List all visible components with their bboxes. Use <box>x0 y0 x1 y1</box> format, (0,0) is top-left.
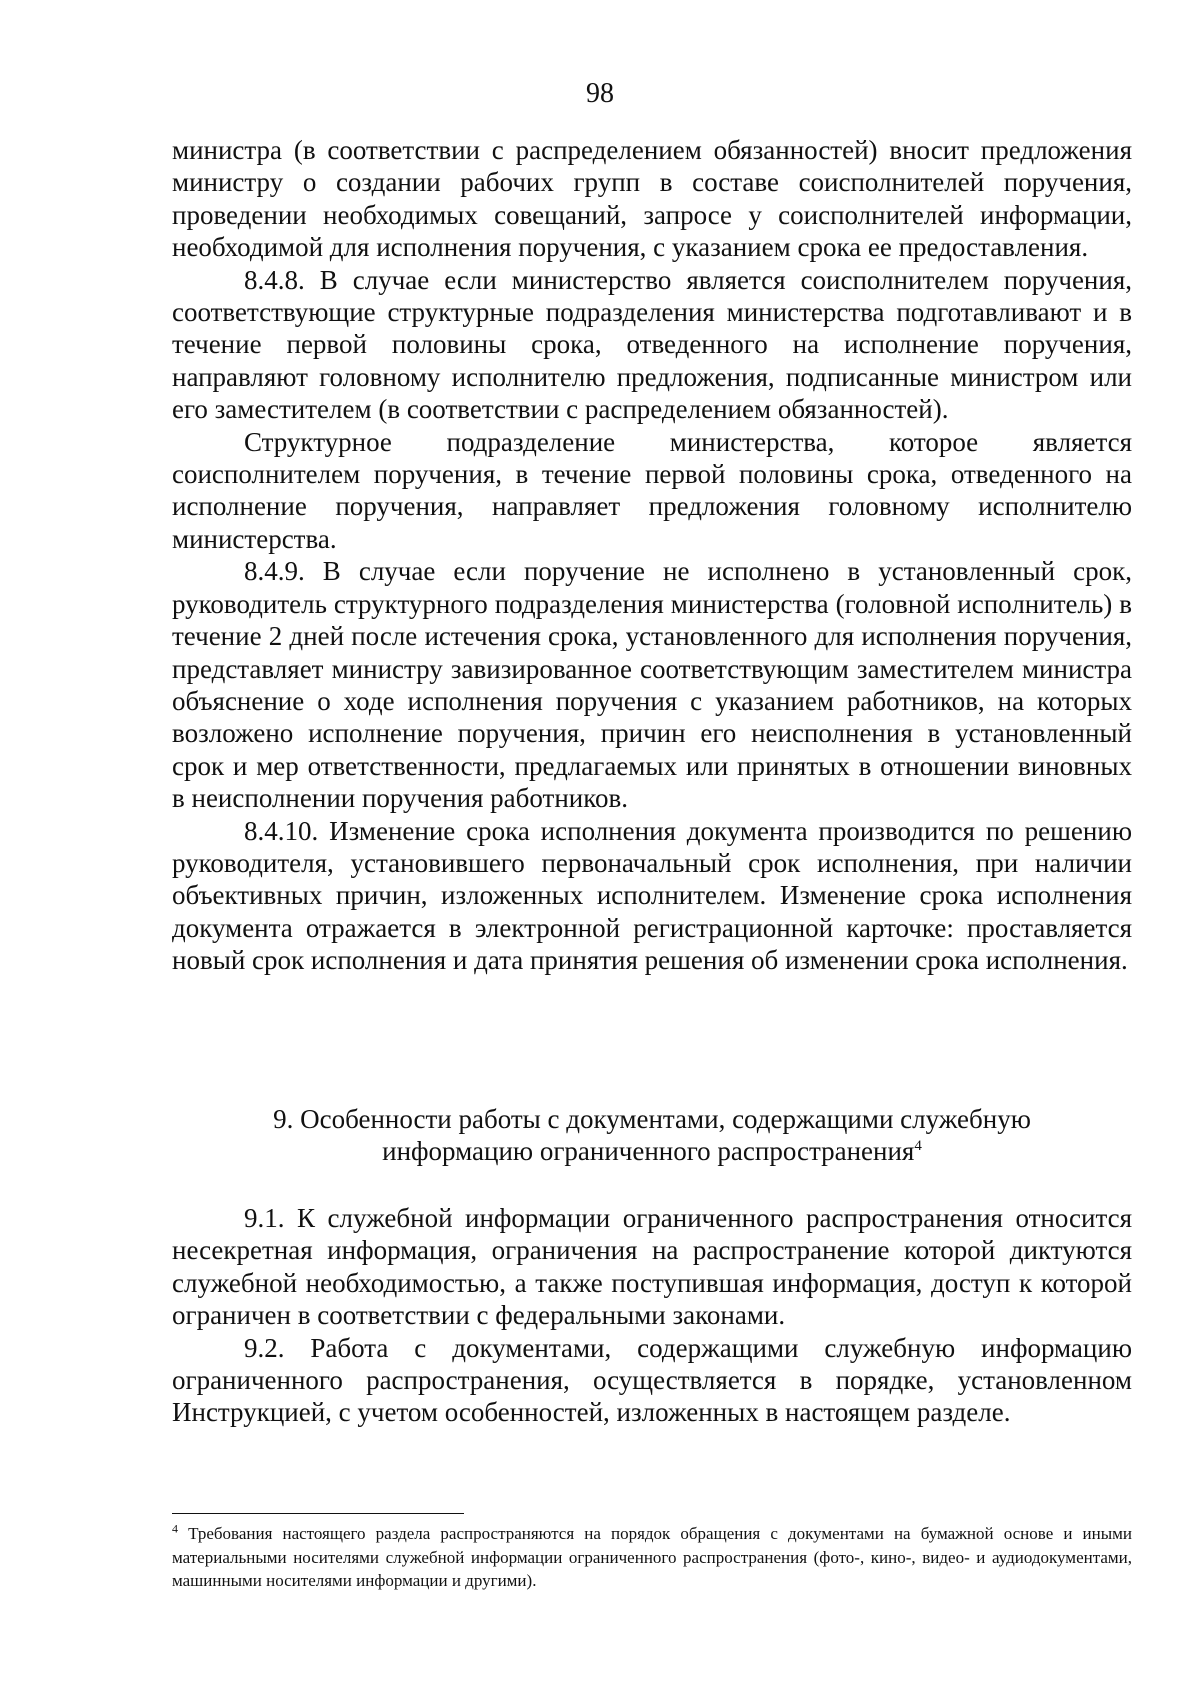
footnote-reference[interactable]: 4 <box>914 1138 922 1155</box>
footnote-divider <box>172 1513 464 1514</box>
paragraph-9-1: 9.1. К служебной информации ограниченного распространения относится несекретная информация, ограничения на распространение которой диктуются служебной необходимостью, а также поступившая информация, доступ к которой ограничен в соответствии с федеральными законами. <box>172 1203 1132 1331</box>
section-heading-line-2 <box>172 1135 1132 1167</box>
paragraph-9-2: 9.2. Работа с документами, содержащими служебную информацию ограниченного распространения, осуществляется в порядке, установленном Инструкцией, с учетом особенностей, изложенных в настоящем разделе. <box>172 1332 1132 1428</box>
footnote <box>172 1522 1132 1593</box>
page-number: 98 <box>586 78 614 109</box>
section-heading <box>172 1103 1132 1168</box>
text-block-upper <box>172 134 1132 977</box>
section-heading-line-1: 9. Особенности работы с документами, содержащими служебную <box>273 1104 1031 1134</box>
footnote-text: Требования настоящего раздела распространяются на порядок обращения с документами на бумажной основе и иными материальными носителями служебной информации ограниченного распространения (фото-, кино-, видео- и аудиодокументами, машинными носителями информации и другими). <box>172 1524 1132 1590</box>
paragraph-8-4-9: 8.4.9. В случае если поручение не исполнено в установленный срок, руководитель структурного подразделения министерства (головной исполнитель) в течение 2 дней после истечения срока, установленного для исполнения поручения, представляет министру завизированное соответствующим заместителем министра объяснение о ходе исполнения поручения с указанием работников, на которых возложено исполнение поручения, причин его неисполнения в установленный срок и мер ответственности, предлагаемых или принятых в отношении виновных в неисполнении поручения работников. <box>172 556 1132 814</box>
paragraph: министра (в соответствии с распределением обязанностей) вносит предложения министру о создании рабочих групп в составе соисполнителей поручения, проведении необходимых совещаний, запросе у соисполнителей информации, необходимой для исполнения поручения, с указанием срока ее предоставления. <box>172 135 1132 263</box>
footnote-mark: 4 <box>172 1521 178 1536</box>
paragraph-8-4-8: 8.4.8. В случае если министерство является соисполнителем поручения, соответствующие структурные подразделения министерства подготавливают и в течение первой половины срока, отведенного на исполнение поручения, направляют головному исполнителю предложения, подписанные министром или его заместителем (в соответствии с распределением обязанностей). <box>172 264 1132 425</box>
section-heading-text: информацию ограниченного распространения <box>382 1136 915 1167</box>
text-block-lower <box>172 1202 1132 1429</box>
paragraph: Структурное подразделение министерства, которое является соисполнителем поручения, в течение первой половины срока, отведенного на исполнение поручения, направляет предложения головному исполнителю министерства. <box>172 426 1132 554</box>
paragraph-8-4-10: 8.4.10. Изменение срока исполнения документа производится по решению руководителя, установившего первоначальный срок исполнения, при наличии объективных причин, изложенных исполнителем. Изменение срока исполнения документа отражается в электронной регистрационной карточке: проставляется новый срок исполнения и дата принятия решения об изменении срока исполнения. <box>172 815 1132 976</box>
